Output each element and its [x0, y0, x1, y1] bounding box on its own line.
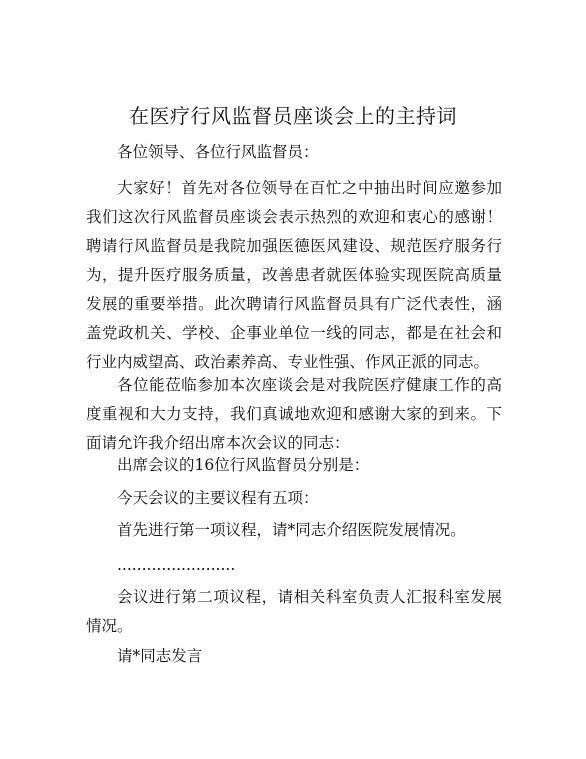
- agenda-item-two-paragraph: 会议进行第二项议程，请相关科室负责人汇报科室发展情况。: [86, 588, 502, 635]
- salutation-paragraph: 各位领导、各位行风监督员：: [117, 143, 319, 161]
- attendees-paragraph: 出席会议的16位行风监督员分别是：: [117, 456, 370, 474]
- speech-invitation-paragraph: 请*同志发言: [117, 647, 203, 665]
- agenda-item-one-paragraph: 首先进行第一项议程，请*同志介绍医院发展情况。: [117, 521, 466, 539]
- welcome-paragraph: 大家好！首先对各位领导在百忙之中抽出时间应邀参加我们这次行风监督员座谈会表示热烈的欢迎和衷心的感谢！聘请行风监督员是我院加强医德医风建设、规范医疗服务行为，提升医疗服务质量，改善患者就医体验实现医院高质量发展的重要举措。此次聘请行风监督员具有广泛代表性，涵盖党政机关、学校、企事业单位一线的同志，都是在社会和行业内威望高、政治素养高、专业性强、作风正派的同志。: [86, 179, 502, 371]
- agenda-paragraph: 今天会议的主要议程有五项：: [117, 489, 319, 507]
- appreciation-paragraph: 各位能莅临参加本次座谈会是对我院医疗健康工作的高度重视和大力支持，我们真诚地欢迎和感谢大家的到来。下面请允许我介绍出席本次会议的同志：: [86, 376, 502, 452]
- document-title: 在医疗行风监督员座谈会上的主持词: [129, 104, 457, 128]
- ellipsis-paragraph: ........................: [117, 556, 236, 574]
